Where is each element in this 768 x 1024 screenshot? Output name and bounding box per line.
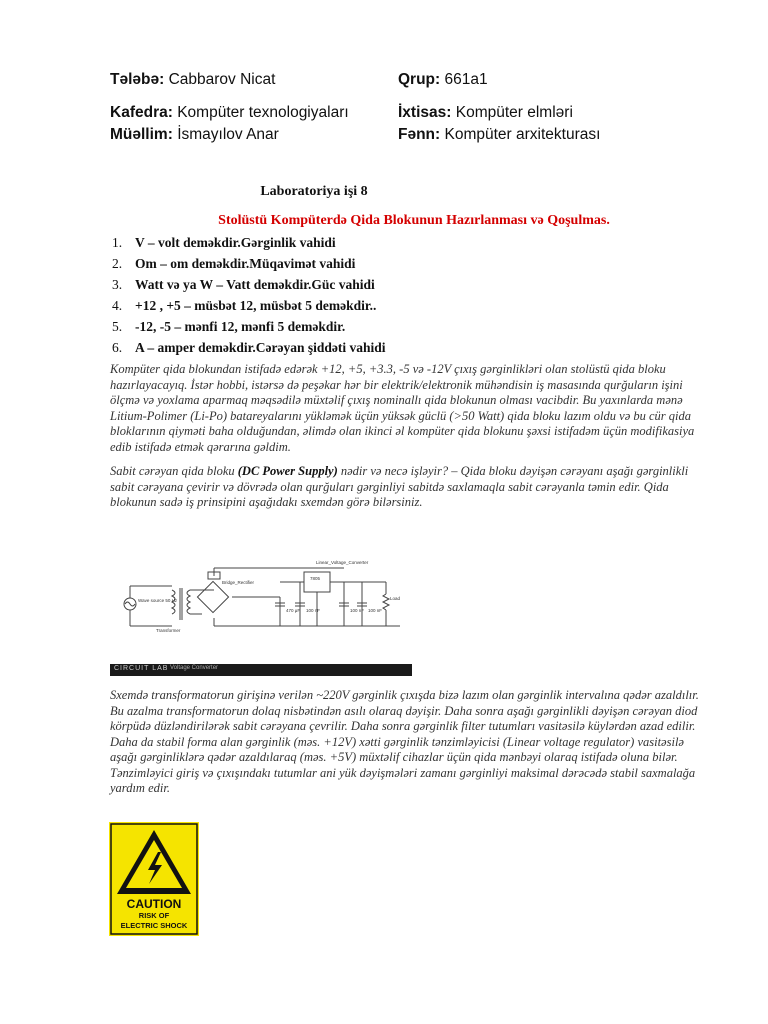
list-item [112,232,386,253]
caution-word: CAUTION [126,897,182,911]
list-text: A – amper deməkdir.Cərəyan şiddəti vahidi [135,340,386,355]
student-field [110,70,275,90]
circuit-title: Linear_Voltage_Converter [316,560,369,565]
circuitlab-logo: CIRCUIT LAB [114,665,169,672]
group-field [398,70,488,90]
department-field [110,103,349,123]
source-label: Wave source 50 Hz [138,598,178,603]
department-label: Kafedra: [110,104,173,121]
list-text: V – volt deməkdir.Gərginlik vahidi [135,235,336,250]
group-value: 661a1 [444,71,488,88]
list-text: Watt və ya W – Vatt deməkdir.Güc vahidi [135,277,375,292]
specialty-value: Kompüter elmləri [455,104,573,121]
c2-label: 100 nF [306,608,321,613]
load-resistor-symbol [383,594,389,610]
list-text: +12 , +5 – müsbət 12, müsbət 5 deməkdir.. [135,298,377,313]
circuitlab-strip [110,664,412,676]
caution-line2: RISK OF [138,911,170,920]
list-item [112,295,386,316]
caution-sign-graphic [109,822,199,936]
list-item [112,253,386,274]
para2-end: nədir və necə işləyir? – Qida bloku dəyişən cərəyanı aşağı gərginlikli sabit cərəyana çevirir və dövrədə olan qurğuları gərginliyi sabitdə saxlamaqla sabit cərəyanla təmin edir. Qida blokunun sadə iş prinsipini aşağıdakı sxemdən görə bilərsiniz. [110,464,689,509]
definitions-list [112,232,386,358]
subject-field [398,125,600,145]
transformer-label: Transformer [156,628,181,633]
para2-term: (DC Power Supply) [237,464,338,478]
circuit-schematic [110,528,412,678]
lab-title: Laboratoriya işi 8 [260,184,368,199]
lab-subtitle: Stolüstü Kompüterdə Qida Blokunun Hazırlanması və Qoşulmas. [218,213,610,228]
list-item [112,337,386,358]
c1-label: 470 μF [286,608,301,613]
bridge-rectifier-symbol [197,581,228,612]
dc-power-paragraph [110,464,710,511]
explanation-paragraph: Sxemdə transformatorun girişinə verilən ~220V gərginlik çıxışda bizə lazım olan gərginlik intervalına qədər azaldılır. Bu azalma transformatorun dolaq nisbətindən asılı olaraq dəyişir. Daha sonra aşağı gərginlikli dəyişən cərəyan diod körpüdə düzləndirilərək sabit cərəyana çevrilir. Daha sonra gərginlik filter tutumları vasitəsilə küylərdən azad edilir. Daha da stabil forma alan gərginlik (məs. +12V) xətti gərginlik tənzimləyicisi (Linear voltage regulator) vasitəsilə aşağı gərginliklərə qədər azaldılaraq (məs. +5V) müxtəlif cihazlar üçün qida mənbəyi olaraq istifadə oluna bilər. Tənzimləyici giriş və çıxışındakı tutumlar ani yük dəyişmələri zamanı gərginliyi maksimal dərəcədə stabil saxmalağa yardım edir. [110,688,699,795]
teacher-value: İsmayılov Anar [177,126,279,143]
subject-label: Fənn: [398,126,441,143]
c3-label: 100 nF [350,608,365,613]
specialty-field [398,103,573,123]
list-text: -12, -5 – mənfi 12, mənfi 5 deməkdir. [135,319,346,334]
list-item [112,274,386,295]
list-number: 6. [112,340,123,355]
student-label: Tələbə: [110,71,165,88]
ic-label: 7805 [310,576,321,581]
bridge-label: Bridge_Rectifier [222,580,255,585]
list-number: 4. [112,298,123,313]
intro-paragraph: Kompüter qida blokundan istifadə edərək +12, +5, +3.3, -5 və -12V çıxış gərginlikləri olan stolüstü qida bloku hazırlayacayıq. İstər hobbi, istərsə də peşəkar hər bir elektrik/elektronik mühəndisin iş masasında qurğuların işini ölçmə və yoxlama aparmaq məqsədilə müxtəlif çıxış nominallı qida blokunun olması vacibdir. Bu yaxınlarda mənə Litium-Polimer (Li-Po) batareyalarını yükləmək üçün yüksək güclü (>50 Watt) qida bloku lazım oldu və bu cür qida bloklarının qiyməti baha olduğundan, əlimdə olan ikinci əl kompüter qida blokunu şəxsi istifadəm üçün modifikasiya edib istifadə etmək qərarına gəldim. [110,362,695,454]
student-value: Cabbarov Nicat [168,71,276,88]
list-number: 2. [112,256,123,271]
circuitlab-caption: Voltage Converter [170,665,219,671]
regulator-ic-symbol [304,572,330,592]
circuit-diagram [110,528,412,678]
list-number: 3. [112,277,123,292]
list-number: 1. [112,235,123,250]
group-label: Qrup: [398,71,441,88]
load-label: Load [390,596,401,601]
caution-sign [109,822,199,936]
specialty-label: İxtisas: [398,104,452,121]
teacher-field [110,125,279,145]
para2-start: Sabit cərəyan qida bloku [110,464,238,478]
c4-label: 100 nF [368,608,383,613]
subject-value: Kompüter arxitekturası [444,126,601,143]
list-number: 5. [112,319,123,334]
list-item [112,316,386,337]
department-value: Kompüter texnologiyaları [177,104,349,121]
caution-line3: ELECTRIC SHOCK [120,921,188,930]
teacher-label: Müəllim: [110,126,173,143]
list-text: Om – om deməkdir.Müqavimət vahidi [135,256,356,271]
